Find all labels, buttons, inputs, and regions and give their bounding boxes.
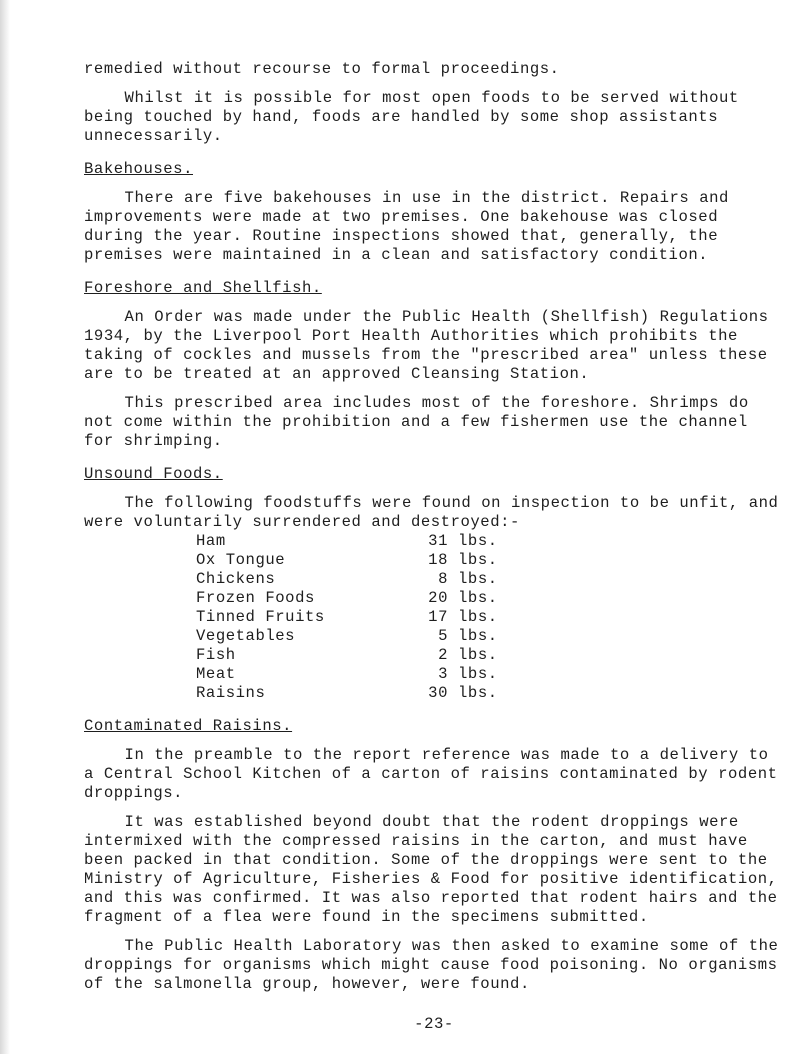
page-number: -23- (414, 1015, 454, 1033)
table-row (196, 570, 498, 589)
food-item-name: Frozen Foods (196, 589, 315, 607)
raisins-paragraph-3: The Public Health Laboratory was then asked to examine some of the droppings for organisms which might cause food poisoning. No organisms of the salmonella group, however, were found. (84, 937, 789, 993)
table-row (196, 532, 498, 551)
page-edge-shadow (0, 0, 10, 1054)
table-row (196, 627, 498, 646)
bakehouses-heading: Bakehouses. (84, 160, 193, 178)
food-item-quantity: 5 (438, 627, 448, 645)
food-item-name: Ox Tongue (196, 551, 286, 569)
food-item-quantity: 30 (428, 684, 448, 702)
food-item-quantity: 8 (438, 570, 448, 588)
food-item-name: Tinned Fruits (196, 608, 325, 626)
food-item-name: Meat (196, 665, 236, 683)
document-body (84, 60, 789, 1034)
contaminated-raisins-heading: Contaminated Raisins. (84, 717, 293, 735)
intro-paragraph: Whilst it is possible for most open foods to be served without being touched by hand, foods are handled by some shop assistants unnecessarily. (84, 89, 749, 145)
food-item-name: Ham (196, 532, 226, 550)
table-row (196, 551, 498, 570)
bakehouses-paragraph: There are five bakehouses in use in the district. Repairs and improvements were made at two premises. One bakehouse was closed during the year. Routine inspections showed that, generally, the premises were maintained in a clean and satisfactory condition. (84, 189, 739, 264)
food-item-quantity: 2 (438, 646, 448, 664)
food-item-quantity: 18 (428, 551, 448, 569)
unsound-foods-table (196, 532, 498, 703)
food-item-quantity: 17 (428, 608, 448, 626)
food-item-unit: lbs. (458, 627, 498, 645)
table-row (196, 608, 498, 627)
intro-line: remedied without recourse to formal proceedings. (84, 60, 560, 78)
table-row (196, 646, 498, 665)
table-row (196, 589, 498, 608)
food-item-name: Vegetables (196, 627, 296, 645)
foreshore-heading: Foreshore and Shellfish. (84, 279, 322, 297)
food-item-unit: lbs. (458, 570, 498, 588)
raisins-paragraph-1: In the preamble to the report reference was made to a delivery to a Central School Kitchen of a carton of raisins contaminated by rodent droppings. (84, 746, 788, 802)
table-row (196, 665, 498, 684)
food-item-unit: lbs. (458, 684, 498, 702)
foreshore-paragraph-2: This prescribed area includes most of the foreshore. Shrimps do not come within the prohibition and a few fishermen use the channel for shrimping. (84, 394, 759, 450)
foreshore-paragraph-1: An Order was made under the Public Health (Shellfish) Regulations 1934, by the Liverpool Port Health Authorities which prohibits the taking of cockles and mussels from the "prescribed area" unless these are to be treated at an approved Cleansing Station. (84, 308, 779, 383)
food-item-unit: lbs. (458, 665, 498, 683)
food-item-name: Chickens (196, 570, 276, 588)
food-item-quantity: 31 (428, 532, 448, 550)
food-item-name: Raisins (196, 684, 266, 702)
food-item-unit: lbs. (458, 608, 498, 626)
food-item-unit: lbs. (458, 589, 498, 607)
food-item-name: Fish (196, 646, 236, 664)
food-item-unit: lbs. (458, 532, 498, 550)
unsound-foods-heading: Unsound Foods. (84, 465, 223, 483)
food-item-quantity: 20 (428, 589, 448, 607)
raisins-paragraph-2: It was established beyond doubt that the rodent droppings were intermixed with the compressed raisins in the carton, and must have been packed in that condition. Some of the droppings were sent to the Ministry of Agriculture, Fisheries & Food for positive identification, and this was confirmed. It was also reported that rodent hairs and the fragment of a flea were found in the specimens submitted. (84, 813, 788, 926)
food-item-unit: lbs. (458, 646, 498, 664)
food-item-quantity: 3 (438, 665, 448, 683)
unsound-foods-paragraph: The following foodstuffs were found on inspection to be unfit, and were voluntarily surrendered and destroyed:- (84, 494, 789, 531)
food-item-unit: lbs. (458, 551, 498, 569)
table-row (196, 684, 498, 703)
